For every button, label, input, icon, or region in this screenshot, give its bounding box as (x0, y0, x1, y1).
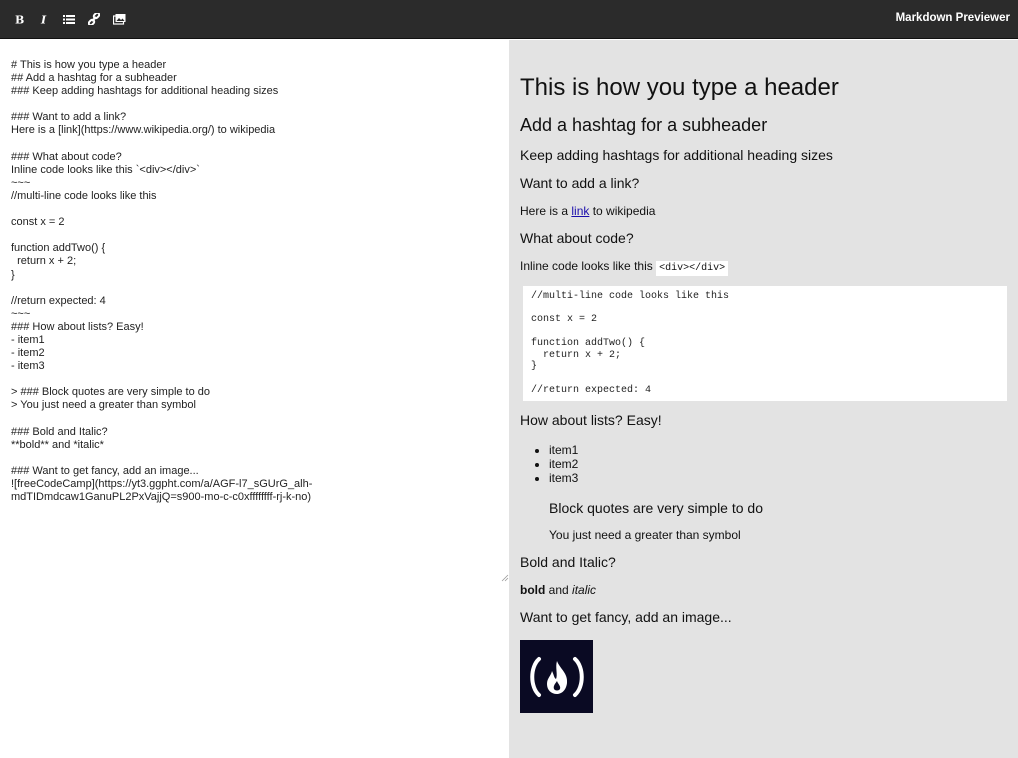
freecodecamp-logo-image (520, 640, 593, 713)
preview-h3-image: Want to get fancy, add an image... (520, 609, 732, 626)
text: and (545, 583, 573, 598)
blockquote-heading: Block quotes are very simple to do (549, 500, 763, 517)
markdown-editor[interactable] (0, 40, 509, 758)
preview-h2: Add a hashtag for a subheader (520, 115, 768, 135)
preview-h3-code: What about code? (520, 230, 634, 246)
text: Here is a (520, 204, 572, 218)
italic-icon (38, 13, 50, 25)
bold-text: bold (520, 583, 546, 598)
image-icon (113, 13, 126, 25)
svg-text:I: I (41, 13, 47, 25)
link-paragraph (520, 204, 1007, 219)
italic-button[interactable] (32, 7, 56, 31)
formatting-tools (0, 7, 131, 31)
blockquote-text: You just need a greater than symbol (549, 528, 741, 543)
fire-icon (527, 655, 587, 699)
bold-italic-paragraph (520, 583, 1007, 598)
link-button[interactable] (82, 7, 106, 31)
link-icon (88, 13, 100, 25)
code-block: //multi-line code looks like this const x = 2 function addTwo() { return x + 2; } //return expected: 4 (523, 286, 1007, 401)
list-icon (63, 13, 75, 25)
preview-h3-sizes: Keep adding hashtags for additional heading sizes (520, 147, 833, 163)
inline-code: <div></div> (656, 261, 728, 276)
preview-h3-lists: How about lists? Easy! (520, 412, 662, 429)
blockquote (549, 499, 1007, 543)
list-item: • item3 (549, 471, 1007, 485)
wikipedia-link[interactable]: link (571, 204, 590, 218)
preview-h1: This is how you type a header (520, 74, 839, 101)
resize-handle[interactable] (501, 569, 509, 577)
image-button[interactable] (107, 7, 131, 31)
bold-button[interactable] (7, 7, 31, 31)
text: to wikipedia (589, 204, 656, 218)
inline-code-paragraph (520, 259, 1007, 276)
text: Inline code looks like this (520, 259, 657, 273)
app-title: Markdown Previewer (895, 12, 1010, 24)
italic-text: italic (572, 583, 597, 598)
list-item: • item2 (549, 457, 1007, 471)
svg-text:B: B (15, 13, 25, 25)
preview-h3-bold: Bold and Italic? (520, 554, 616, 571)
preview-pane (509, 40, 1018, 758)
list-item: • item1 (549, 443, 1007, 457)
bold-icon (13, 13, 25, 25)
toolbar (0, 0, 1018, 39)
list-button[interactable] (57, 7, 81, 31)
preview-h3-link: Want to add a link? (520, 175, 640, 191)
bullet-list (520, 443, 1007, 485)
